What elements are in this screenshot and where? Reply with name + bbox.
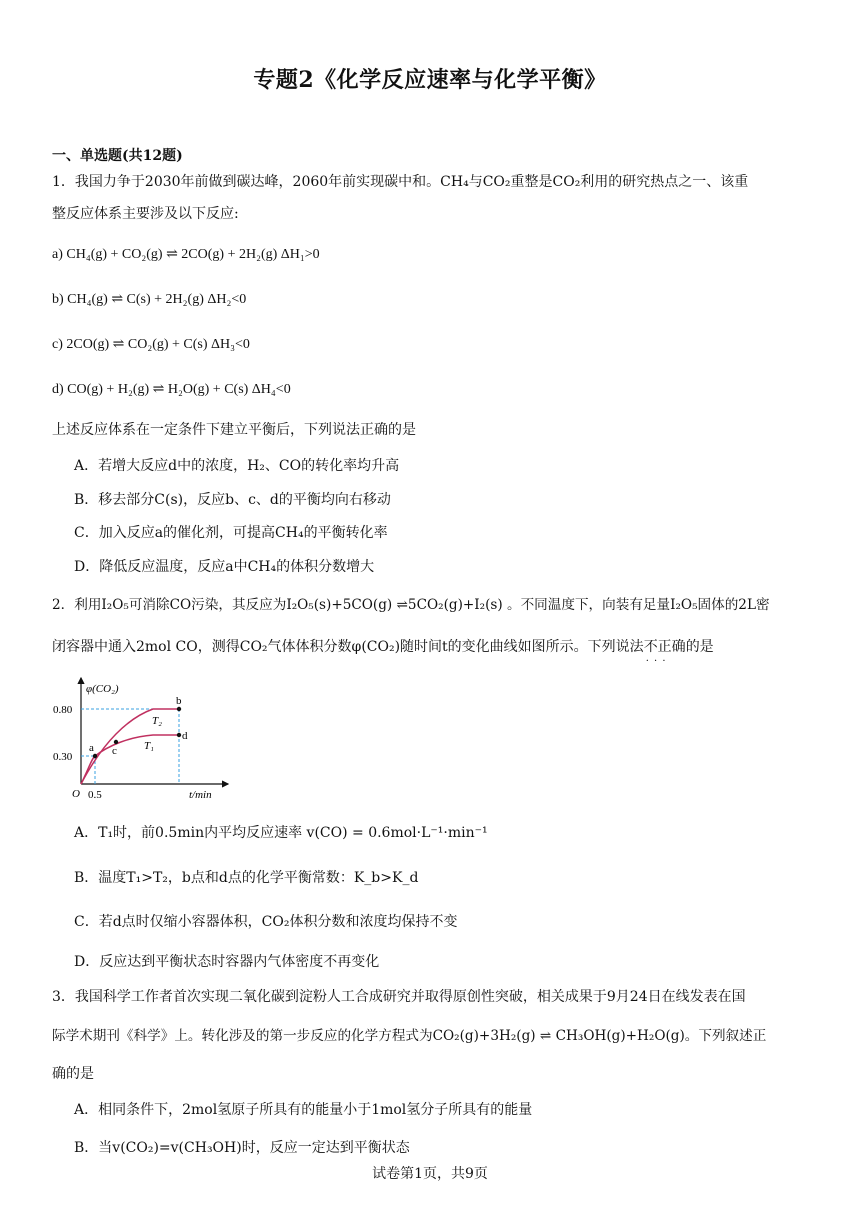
q2-stem-line2 — [52, 637, 714, 657]
point-label-a: a — [89, 742, 94, 754]
series-line-t2 — [81, 709, 179, 784]
series-label-t2: T₂ — [152, 715, 162, 727]
section-heading: 一、单选题(共12题) — [52, 148, 183, 164]
q2-stem-line2-part3: 的是 — [685, 639, 714, 655]
q1-option-c: C．加入反应a的催化剂，可提高CH₄的平衡转化率 — [74, 525, 388, 541]
point-d — [177, 733, 181, 737]
q2-option-b: B．温度T₁>T₂，b点和d点的化学平衡常数：K_b>K_d — [74, 870, 419, 886]
page-footer: 试卷第1页，共9页 — [372, 1166, 488, 1182]
q3-stem-line1: 3．我国科学工作者首次实现二氧化碳到淀粉人工合成研究并取得原创性突破，相关成果于9月24日在线发表在国 — [52, 989, 746, 1005]
q1-option-d: D．降低反应温度，反应a中CH₄的体积分数增大 — [74, 559, 375, 575]
y-axis-label: φ(CO₂) — [86, 683, 119, 695]
q1-reaction-d: d) CO(g) + H₂(g) ⇌ H₂O(g) + C(s) ΔH₄<0 — [52, 382, 291, 397]
q2-option-c: C．若d点时仅缩小容器体积，CO₂体积分数和浓度均保持不变 — [74, 914, 458, 930]
q1-reaction-c: c) 2CO(g) ⇌ CO₂(g) + C(s) ΔH₃<0 — [52, 337, 250, 352]
q1-stem-line2: 整反应体系主要涉及以下反应: — [52, 206, 239, 222]
q1-reaction-a: a) CH₄(g) + CO₂(g) ⇌ 2CO(g) + 2H₂(g) ΔH₁>0 — [52, 247, 320, 262]
q1-reaction-b: b) CH₄(g) ⇌ C(s) + 2H₂(g) ΔH₂<0 — [52, 292, 247, 307]
point-label-d: d — [182, 730, 188, 742]
q1-stem-line1: 1．我国力争于2030年前做到碳达峰，2060年前实现碳中和。CH₄与CO₂重整是CO₂利用的研究热点之一、该重 — [52, 174, 749, 190]
point-a — [93, 754, 97, 758]
x-tick-05: 0.5 — [88, 789, 102, 801]
page-title: 专题2《化学反应速率与化学平衡》 — [253, 67, 607, 93]
origin-label: O — [72, 788, 80, 800]
q2-emphasis-not-correct: 不正确 · · · — [644, 639, 686, 655]
x-axis-label: t/min — [189, 789, 212, 801]
q3-option-a: A．相同条件下，2mol氢原子所具有的能量小于1mol氢分子所具有的能量 — [74, 1102, 533, 1118]
q2-option-a: A．T₁时，前0.5min内平均反应速率 v(CO) = 0.6mol·L⁻¹·min⁻¹ — [74, 825, 488, 841]
point-label-c: c — [112, 745, 117, 757]
co2-fraction-chart — [48, 672, 234, 807]
point-b — [177, 707, 181, 711]
q1-question: 上述反应体系在一定条件下建立平衡后，下列说法正确的是 — [52, 422, 416, 438]
q1-option-b: B．移去部分C(s)，反应b、c、d的平衡均向右移动 — [74, 492, 391, 508]
q1-option-a: A．若增大反应d中的浓度，H₂、CO的转化率均升高 — [74, 458, 400, 474]
q2-stem-line1: 2．利用I₂O₅可消除CO污染，其反应为I₂O₅(s)+5CO(g) ⇌5CO₂(g)+I₂(s) 。不同温度下，向装有足量I₂O₅固体的2L密 — [52, 597, 770, 613]
q3-stem-line2: 际学术期刊《科学》上。转化涉及的第一步反应的化学方程式为CO₂(g)+3H₂(g) ⇌ CH₃OH(g)+H₂O(g)。下列叙述正 — [52, 1028, 767, 1044]
q2-stem-line2-part1: 闭容器中通入2mol CO，测得CO₂气体体积分数φ(CO₂)随时间t的变化曲线如图所示。下列说法 — [52, 639, 644, 655]
q2-option-d: D．反应达到平衡状态时容器内气体密度不再变化 — [74, 954, 380, 970]
q3-stem-line3: 确的是 — [52, 1066, 94, 1082]
y-tick-030: 0.30 — [53, 751, 73, 763]
series-label-t1: T₁ — [144, 740, 154, 752]
point-c — [114, 740, 118, 744]
q3-option-b: B．当v(CO₂)=v(CH₃OH)时，反应一定达到平衡状态 — [74, 1140, 410, 1156]
point-label-b: b — [176, 695, 182, 707]
y-tick-080: 0.80 — [53, 704, 73, 716]
